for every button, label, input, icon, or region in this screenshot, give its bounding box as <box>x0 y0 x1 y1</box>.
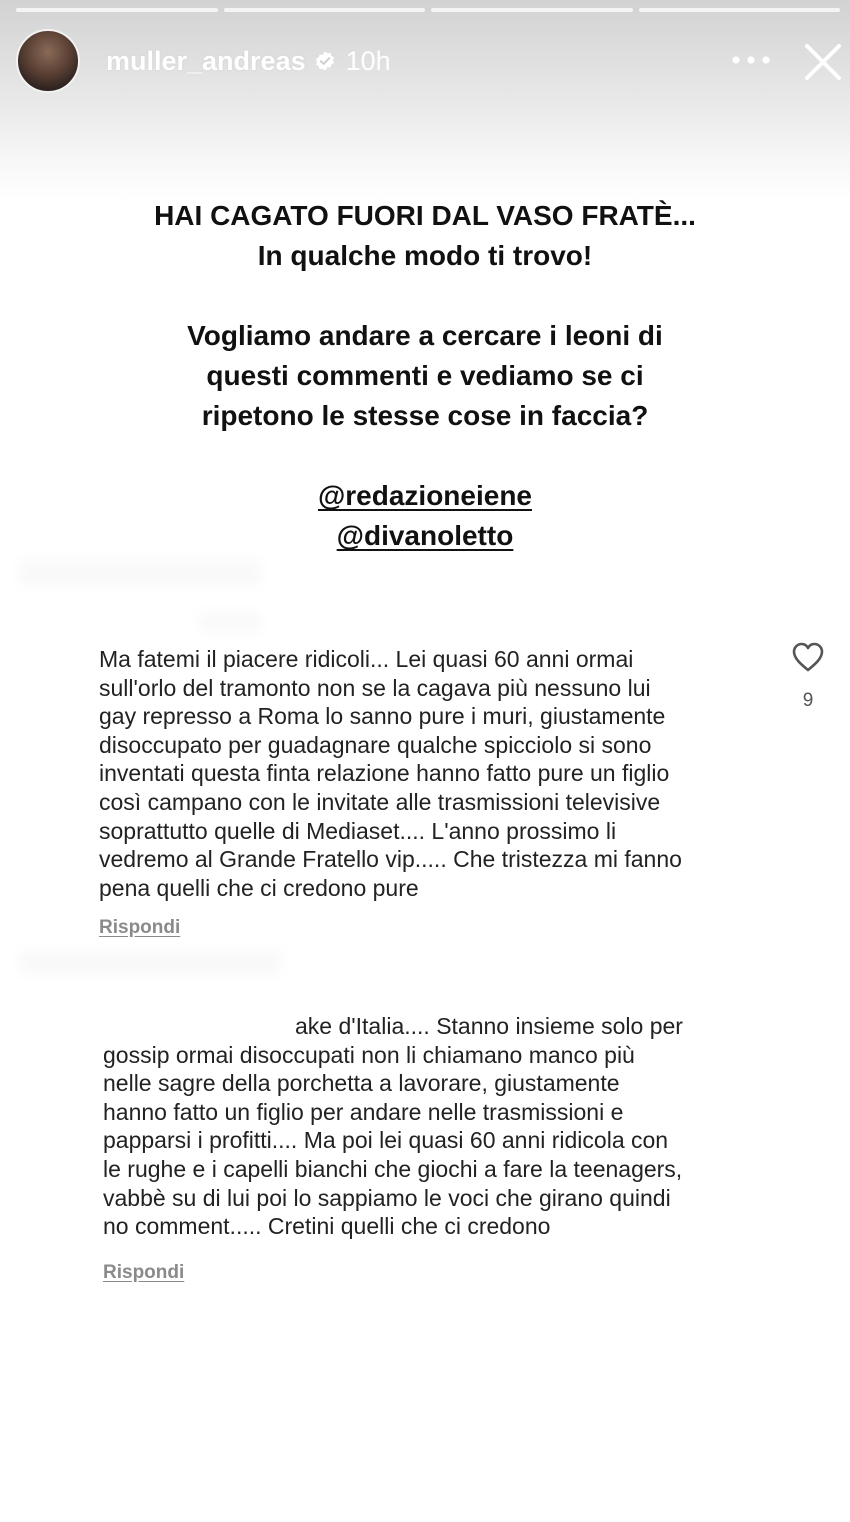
comment-line: pena quelli che ci credono pure <box>99 874 419 901</box>
avatar[interactable] <box>16 29 80 93</box>
comment-line: nelle sagre della porchetta a lavorare, giustamente <box>103 1070 620 1097</box>
comment-line: papparsi i profitti.... Ma poi lei quasi 60 anni ridicola con <box>103 1127 669 1154</box>
story-headline <box>0 196 850 556</box>
progress-segment <box>16 8 218 12</box>
headline-line: Vogliamo andare a cercare i leoni di <box>187 320 663 351</box>
close-icon[interactable] <box>801 40 845 84</box>
headline-line: ripetono le stesse cose in faccia? <box>201 400 649 431</box>
comment-line: vabbè su di lui poi lo sappiamo le voci che girano quindi <box>103 1184 671 1211</box>
blur-smudge <box>20 560 260 586</box>
headline-line: HAI CAGATO FUORI DAL VASO FRATÈ... <box>154 200 696 231</box>
comment-line: le rughe e i capelli bianchi che giochi a fare la teenagers, <box>103 1155 683 1182</box>
comment-text <box>103 1012 683 1241</box>
like-count: 9 <box>802 690 814 711</box>
comment-line: no comment..... Cretini quelli che ci credono <box>103 1213 551 1240</box>
comment-line: vedremo al Grande Fratello vip..... Che tristezza mi fanno <box>99 846 682 873</box>
blur-smudge <box>200 612 260 632</box>
comment-line: soprattutto quelle di Mediaset.... L'anno prossimo li <box>99 817 617 844</box>
comment-text <box>99 645 682 902</box>
username[interactable]: muller_andreas <box>106 45 306 76</box>
comment-line: ake d'Italia.... Stanno insieme solo per <box>295 1013 683 1039</box>
mention-link[interactable]: @divanoletto <box>336 520 514 551</box>
comment-line: inventati questa finta relazione hanno fatto pure un figlio <box>99 760 670 787</box>
story-header <box>16 28 842 94</box>
comment-line: hanno fatto un figlio per andare nelle trasmissioni e <box>103 1098 624 1125</box>
progress-segment <box>639 8 841 12</box>
more-dots-icon[interactable] <box>726 48 776 72</box>
heart-icon[interactable] <box>791 641 825 673</box>
headline-line: questi commenti e vediamo se ci <box>206 360 644 391</box>
comment-line: disoccupato per guadagnare qualche spicciolo si sono <box>99 731 652 758</box>
comment-line: Ma fatemi il piacere ridicoli... Lei quasi 60 anni ormai <box>99 646 634 672</box>
story-time: 10h <box>345 45 391 76</box>
progress-segment <box>224 8 426 12</box>
comment-line: gay represso a Roma lo sanno pure i muri, giustamente <box>99 703 666 730</box>
reply-button[interactable]: Rispondi <box>103 1262 185 1283</box>
comment-line: sull'orlo del tramonto non se la cagava più nessuno lui <box>99 674 651 701</box>
mention-link[interactable]: @redazioneiene <box>317 480 533 511</box>
progress-segment <box>431 8 633 12</box>
comment-line: così campano con le invitate alle trasmissioni televisive <box>99 788 661 815</box>
comment-line: gossip ormai disoccupati non li chiamano manco più <box>103 1041 635 1068</box>
reply-button[interactable]: Rispondi <box>99 917 181 938</box>
blur-smudge <box>20 950 280 974</box>
headline-line: In qualche modo ti trovo! <box>257 240 593 271</box>
verified-badge-icon <box>314 50 336 72</box>
story-progress-bar <box>16 8 840 12</box>
